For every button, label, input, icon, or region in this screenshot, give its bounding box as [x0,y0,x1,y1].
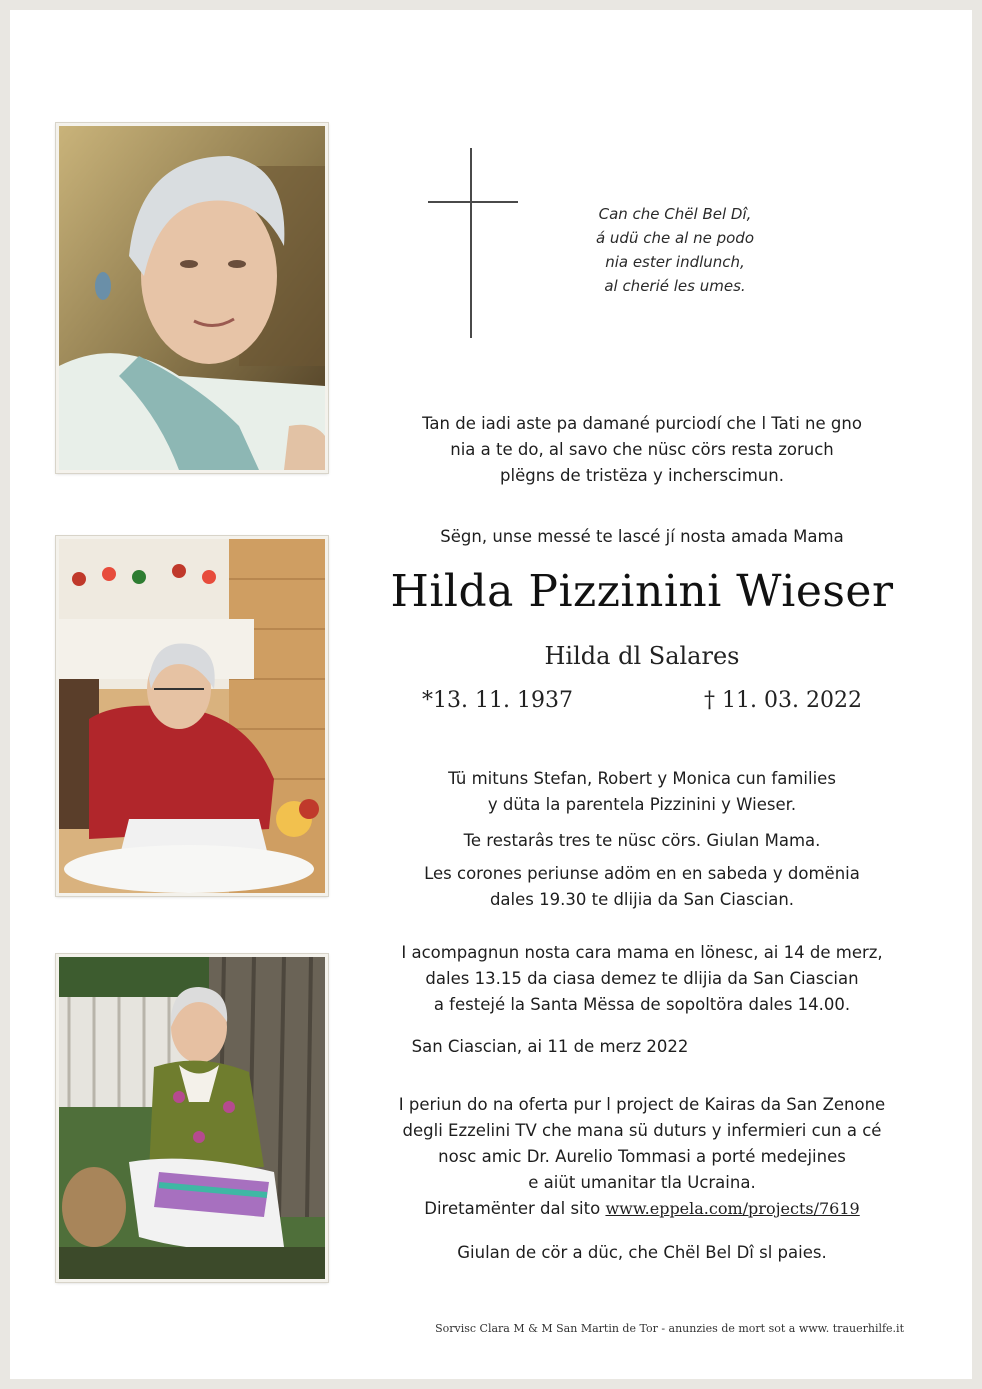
poem-line: Can che Chël Bel Dî, [598,205,752,223]
farewell-text [340,828,944,854]
garden-photo [56,954,328,1282]
funeral-line: dales 13.15 da ciasa demez te dlijia da San Ciascian [425,969,859,988]
donation-line: I periun do na oferta pur l project de Kairas da San Zenone [398,1095,886,1114]
funeral-line: I acompagnun nosta cara mama en lönesc, ai 14 de merz, [401,943,883,962]
rosary-line: Les corones periunse adöm en en sabeda y domënia [424,864,860,883]
thanks-text [340,1240,944,1266]
announce-line: Sëgn, unse messé te lascé jí nosta amada Mama [440,527,844,546]
rosary-text [340,861,944,913]
cross-symbol [470,148,472,338]
place-date-text [340,1034,760,1060]
footer-credit: Sorvisc Clara M & M San Martin de Tor - anunzies de mort sot a www. trauerhilfe.it [435,1322,904,1335]
poem-verse [570,202,780,298]
intro-line: plëgns de tristëza y incherscimun. [500,466,784,485]
poem-line: á udü che al ne podo [595,229,755,247]
portrait-photo [56,123,328,473]
donation-line: nosc amic Dr. Aurelio Tommasi a porté medejines [438,1147,846,1166]
place-date-line: San Ciascian, ai 11 de merz 2022 [411,1037,689,1056]
reading-photo [56,536,328,896]
intro-text [340,411,944,489]
funeral-text [340,940,944,1018]
obituary-sheet [10,10,972,1379]
thanks-line: Giulan de cör a düc, che Chël Bel Dî sl paies. [457,1243,827,1262]
deceased-nickname: Hilda dl Salares [544,642,740,670]
farewell-line: Te restarâs tres te nüsc cörs. Giulan Mama. [463,831,821,850]
donation-text [340,1092,944,1222]
announce-text [340,524,944,550]
mourners-line: y düta la parentela Pizzinini y Wieser. [487,795,797,814]
mourners-text [340,766,944,818]
birth-date: *13. 11. 1937 [422,688,573,713]
donation-line: e aiüt umanitar tla Ucraina. [528,1173,756,1192]
deceased-name: Hilda Pizzinini Wieser [390,566,894,617]
cross-symbol-bar [428,201,518,203]
rosary-line: dales 19.30 te dlijia da San Ciascian. [489,890,795,909]
death-date: † 11. 03. 2022 [704,688,862,713]
intro-line: nia a te do, al savo che nüsc cörs resta zoruch [450,440,834,459]
donation-link-line [340,1196,944,1222]
funeral-line: a festejé la Santa Mëssa de sopoltöra dales 14.00. [433,995,851,1014]
donation-line: degli Ezzelini TV che mana sü duturs y infermieri cun a cé [402,1121,882,1140]
intro-line: Tan de iadi aste pa damané purciodí che l Tati ne gno [422,414,862,433]
poem-line: nia ester indlunch, [605,253,745,271]
mourners-line: Tü mituns Stefan, Robert y Monica cun families [448,769,836,788]
donation-link-prefix: Diretamënter dal sito [424,1199,606,1218]
poem-line: al cherié les umes. [604,277,746,295]
donation-link[interactable]: www.eppela.com/projects/7619 [605,1199,860,1218]
